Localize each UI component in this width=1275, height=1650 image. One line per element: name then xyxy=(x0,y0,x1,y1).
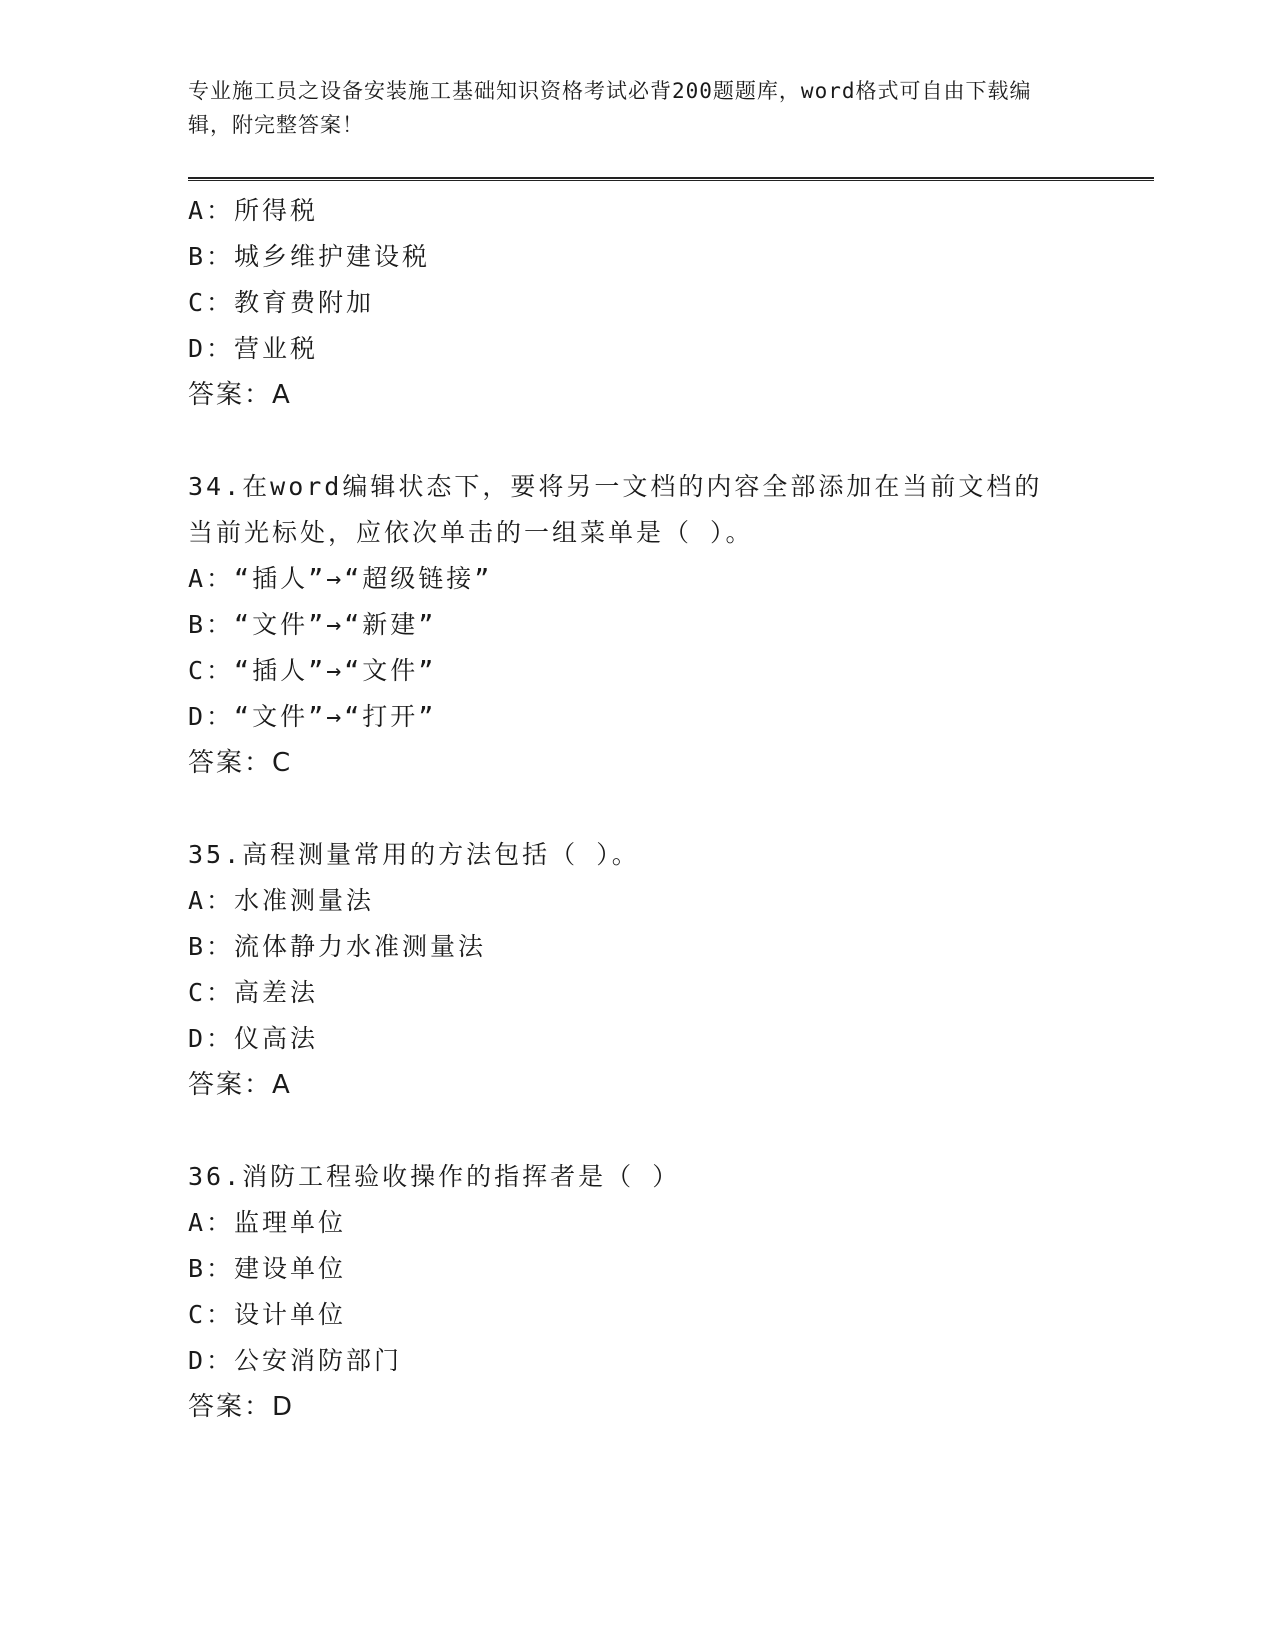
question-block-35 xyxy=(188,832,1088,1108)
option-a: A：所得税 xyxy=(188,196,319,225)
option-d: D：仪高法 xyxy=(188,1024,319,1053)
document-header: 专业施工员之设备安装施工基础知识资格考试必背200题题库，word格式可自由下载编辑，附完整答案！ xyxy=(188,79,1032,137)
answer-line: 答案：C xyxy=(188,748,293,778)
option-b: B：“文件”→“新建” xyxy=(188,610,437,639)
option-b: B：城乡维护建设税 xyxy=(188,242,431,271)
option-d: D：“文件”→“打开” xyxy=(188,702,437,731)
question-text: 34.在word编辑状态下，要将另一文档的内容全部添加在当前文档的当前光标处，应依次单击的一组菜单是（ ）。 xyxy=(188,472,1043,547)
answer-line: 答案：A xyxy=(188,380,292,410)
option-c: C：高差法 xyxy=(188,978,319,1007)
question-list xyxy=(188,188,1088,1430)
option-b: B：建设单位 xyxy=(188,1254,347,1283)
question-text: 36.消防工程验收操作的指挥者是（ ） xyxy=(188,1162,681,1191)
answer-line: 答案：D xyxy=(188,1392,295,1422)
option-a: A：“插人”→“超级链接” xyxy=(188,564,493,593)
option-c: C：设计单位 xyxy=(188,1300,347,1329)
answer-line: 答案：A xyxy=(188,1070,292,1100)
header-divider xyxy=(188,177,1154,181)
option-b: B：流体静力水准测量法 xyxy=(188,932,487,961)
option-d: D：营业税 xyxy=(188,334,319,363)
question-block-34 xyxy=(188,464,1088,786)
option-d: D：公安消防部门 xyxy=(188,1346,403,1375)
question-block-36 xyxy=(188,1154,1088,1430)
question-block-33 xyxy=(188,188,1088,418)
option-c: C：教育费附加 xyxy=(188,288,375,317)
option-c: C：“插人”→“文件” xyxy=(188,656,437,685)
option-a: A：监理单位 xyxy=(188,1208,347,1237)
question-text: 35.高程测量常用的方法包括（ ）。 xyxy=(188,840,640,869)
option-a: A：水准测量法 xyxy=(188,886,375,915)
